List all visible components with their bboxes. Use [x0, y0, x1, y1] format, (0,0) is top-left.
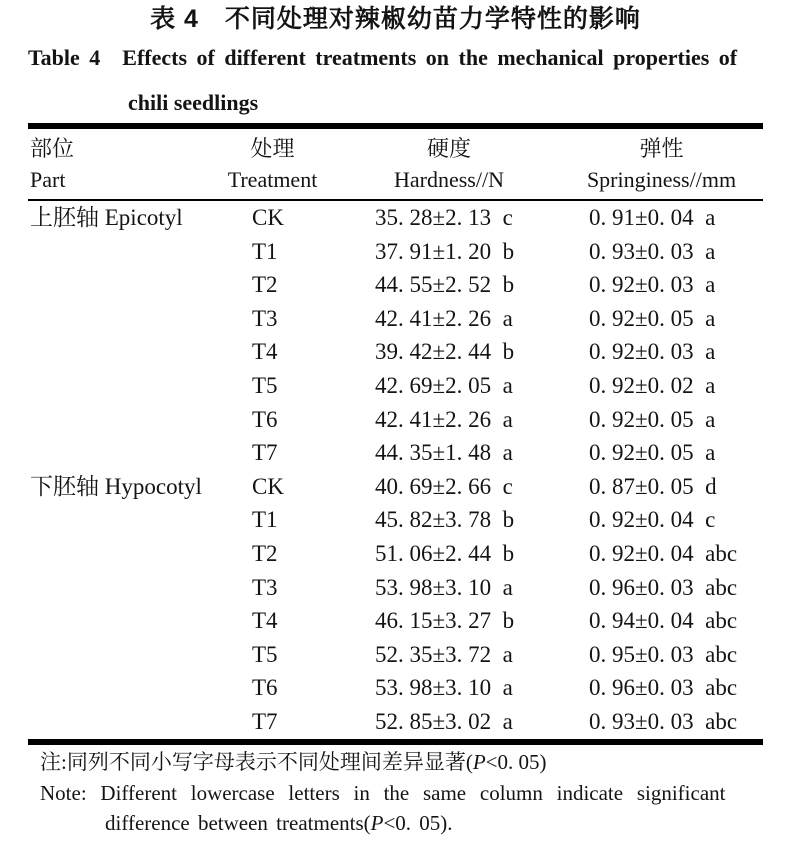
hardness-cell: 51. 06±2. 44 b — [375, 540, 515, 566]
table-row — [28, 537, 763, 571]
part-cell — [28, 335, 225, 369]
table-title-english-line2: chili seedlings — [128, 90, 259, 115]
table-row — [28, 403, 763, 437]
treatment-cell: T3 — [252, 574, 278, 600]
header-part-cn: 部位 — [30, 136, 75, 161]
table-row — [28, 268, 763, 302]
hardness-cell: 35. 28±2. 13 c — [375, 205, 513, 230]
treatment-cell: T2 — [252, 540, 278, 566]
header-springiness-cn: 弹性 — [639, 136, 684, 161]
springiness-cell: 0. 92±0. 05 a — [589, 406, 716, 432]
hardness-cell: 42. 41±2. 26 a — [375, 305, 513, 331]
note-chinese — [40, 747, 763, 778]
part-cell — [28, 671, 225, 705]
springiness-cell: 0. 92±0. 04 abc — [589, 540, 738, 566]
table-body — [28, 201, 763, 739]
table-title-english-line1: Table 4 Effects of different treatments on the mechanical properties of — [28, 45, 738, 70]
treatment-cell: T1 — [252, 507, 278, 533]
treatment-cell: T6 — [252, 675, 278, 701]
table-row — [28, 571, 763, 605]
springiness-cell: 0. 92±0. 03 a — [589, 339, 716, 365]
header-part — [28, 133, 225, 195]
springiness-cell: 0. 87±0. 05 d — [589, 473, 717, 499]
treatment-cell: T5 — [252, 372, 278, 398]
hardness-cell: 53. 98±3. 10 a — [375, 675, 513, 701]
table-row — [28, 335, 763, 369]
hardness-cell: 42. 69±2. 05 a — [375, 372, 513, 398]
header-hardness — [320, 133, 560, 195]
springiness-cell: 0. 93±0. 03 a — [589, 238, 716, 264]
note-chinese-pvalue: <0. 05) — [485, 750, 547, 774]
note-english-pvalue: <0. 05). — [383, 811, 453, 835]
part-cell — [28, 604, 225, 638]
hardness-cell: 39. 42±2. 44 b — [375, 339, 515, 365]
data-table — [28, 123, 763, 745]
springiness-cell: 0. 96±0. 03 abc — [589, 574, 738, 600]
treatment-cell: T6 — [252, 406, 278, 432]
part-cell — [28, 302, 225, 336]
header-treatment-cn: 处理 — [250, 136, 295, 161]
header-hardness-cn: 硬度 — [426, 136, 471, 161]
table-bottom-rule — [28, 739, 763, 745]
springiness-cell: 0. 92±0. 04 c — [589, 507, 716, 533]
table-row — [28, 235, 763, 269]
note-english-line2 — [105, 808, 763, 839]
hardness-cell: 52. 35±3. 72 a — [375, 641, 513, 667]
springiness-cell: 0. 96±0. 03 abc — [589, 675, 738, 701]
part-cell — [28, 235, 225, 269]
header-springiness-en: Springiness//mm — [586, 167, 737, 192]
header-part-en: Part — [30, 167, 66, 192]
hardness-cell: 44. 55±2. 52 b — [375, 272, 515, 298]
header-treatment-en: Treatment — [227, 167, 318, 192]
part-cell — [28, 537, 225, 571]
treatment-cell: T4 — [252, 339, 278, 365]
springiness-cell: 0. 95±0. 03 abc — [589, 641, 738, 667]
part-cell — [28, 503, 225, 537]
treatment-cell: T2 — [252, 272, 278, 298]
springiness-cell: 0. 92±0. 02 a — [589, 372, 716, 398]
treatment-cell: T1 — [252, 238, 278, 264]
table-row — [28, 470, 763, 504]
table-row — [28, 302, 763, 336]
table-row — [28, 638, 763, 672]
note-english-p-symbol: P — [370, 811, 384, 835]
springiness-cell: 0. 92±0. 03 a — [589, 272, 716, 298]
hardness-cell: 45. 82±3. 78 b — [375, 507, 515, 533]
table-notes — [40, 747, 763, 839]
treatment-cell: CK — [252, 473, 284, 499]
table-row — [28, 705, 763, 739]
part-cell — [28, 369, 225, 403]
treatment-cell: T7 — [252, 708, 278, 734]
note-english-line1: Note: Different lowercase letters in the same column indicate significant — [40, 780, 726, 805]
treatment-cell: T7 — [252, 440, 278, 466]
table-header-row — [28, 129, 763, 199]
hardness-cell: 40. 69±2. 66 c — [375, 473, 513, 499]
part-cell — [28, 638, 225, 672]
treatment-cell: CK — [252, 205, 284, 230]
springiness-cell: 0. 93±0. 03 abc — [589, 708, 738, 734]
table-title-chinese: 表 4 不同处理对辣椒幼苗力学特性的影响 — [150, 5, 641, 33]
header-treatment — [225, 133, 320, 195]
table-row — [28, 604, 763, 638]
part-cell: 下胚轴 Hypocotyl — [30, 473, 202, 499]
table-row — [28, 503, 763, 537]
hardness-cell: 46. 15±3. 27 b — [375, 608, 515, 634]
hardness-cell: 42. 41±2. 26 a — [375, 406, 513, 432]
note-english-text: difference between treatments( — [105, 811, 371, 835]
note-chinese-p-symbol: P — [472, 750, 486, 774]
hardness-cell: 52. 85±3. 02 a — [375, 708, 513, 734]
part-cell — [28, 436, 225, 470]
springiness-cell: 0. 92±0. 05 a — [589, 440, 716, 466]
springiness-cell: 0. 91±0. 04 a — [589, 205, 716, 230]
table-row — [28, 201, 763, 235]
table-row — [28, 436, 763, 470]
part-cell — [28, 705, 225, 739]
header-hardness-en: Hardness//N — [394, 167, 504, 192]
part-cell — [28, 268, 225, 302]
header-springiness — [560, 133, 763, 195]
note-chinese-text: 注:同列不同小写字母表示不同处理间差异显著( — [40, 750, 473, 774]
treatment-cell: T3 — [252, 305, 278, 331]
table-title-english — [28, 44, 763, 117]
treatment-cell: T5 — [252, 641, 278, 667]
springiness-cell: 0. 92±0. 05 a — [589, 305, 716, 331]
table-row — [28, 671, 763, 705]
part-cell — [28, 403, 225, 437]
hardness-cell: 44. 35±1. 48 a — [375, 440, 513, 466]
hardness-cell: 53. 98±3. 10 a — [375, 574, 513, 600]
hardness-cell: 37. 91±1. 20 b — [375, 238, 515, 264]
treatment-cell: T4 — [252, 608, 278, 634]
part-cell: 上胚轴 Epicotyl — [30, 205, 183, 230]
table-row — [28, 369, 763, 403]
part-cell — [28, 571, 225, 605]
springiness-cell: 0. 94±0. 04 abc — [589, 608, 738, 634]
